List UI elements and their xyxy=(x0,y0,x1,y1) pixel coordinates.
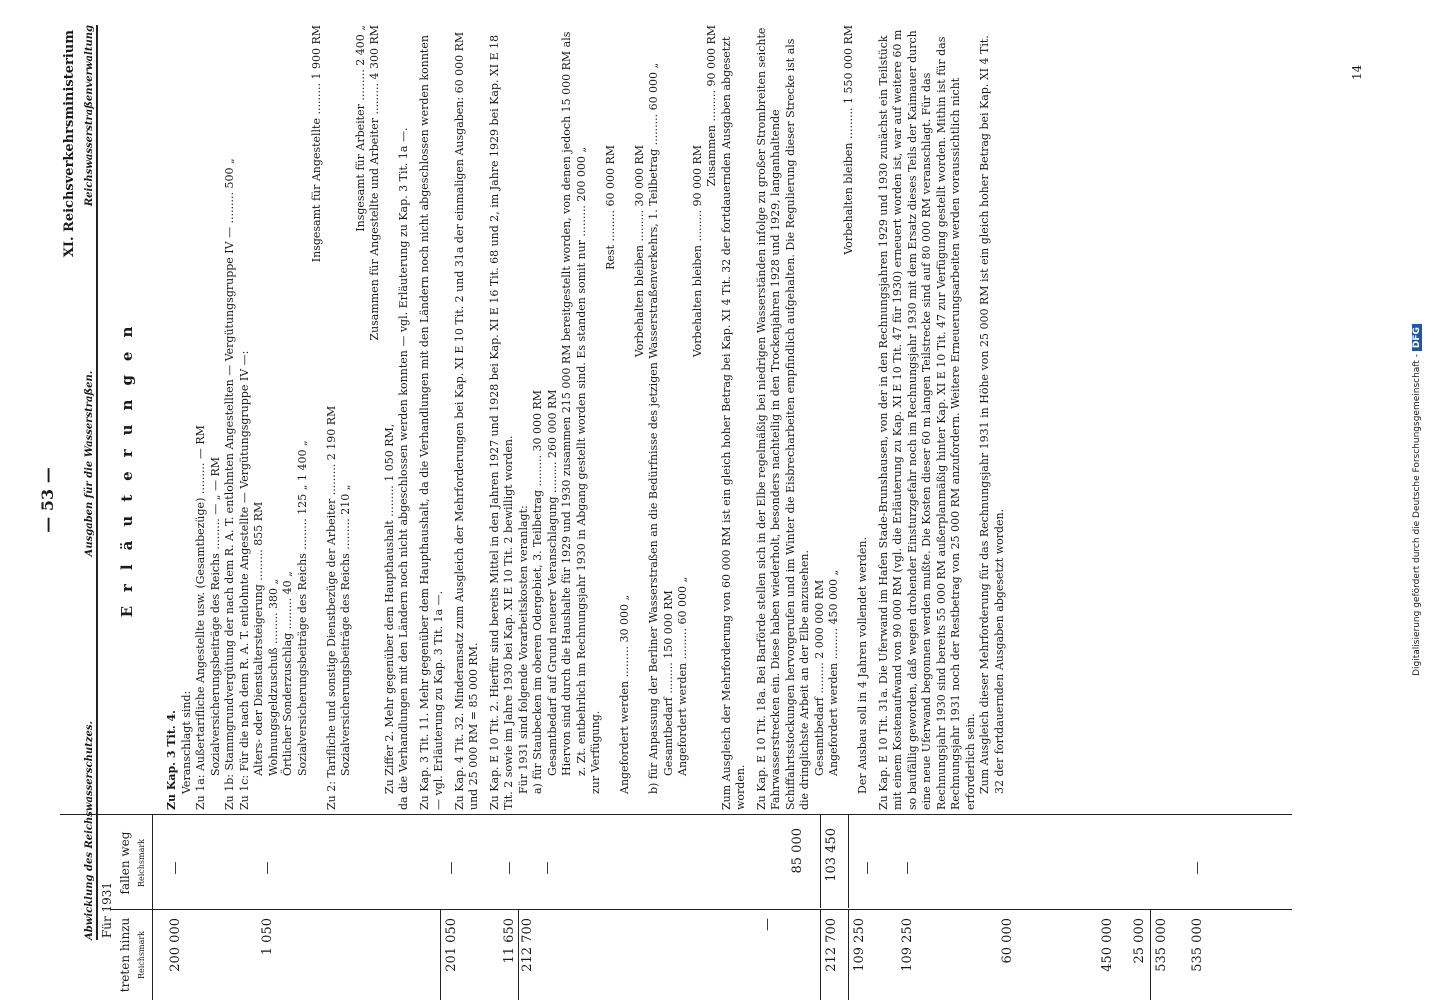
kap3-heading: Zu Kap. 3 Tit. 4. xyxy=(165,710,178,810)
chapter-title: XI. Reichsverkehrsministerium xyxy=(62,30,77,258)
dfg-logo: DFG xyxy=(1412,324,1422,351)
e10-18a-line: Vorbehalten bleiben ......... 1 550 000 RM xyxy=(841,25,855,255)
hinzu-value: 201 050 xyxy=(444,918,459,972)
col-hinzu-label: treten hinzu xyxy=(118,917,132,993)
e10-31a-line: Zum Ausgleich dieser Mehrforderung für das Rechnungsjahr 1931 in Höhe von 25 000 RM ist ein gleich hoher Betrag bei Kap. XI 4 Tit. 32 der fortdauernden Ausgaben abgesetzt worden. xyxy=(978,35,1006,794)
kap3-line: Zu 1c: Für die nach dem R. A. T. entlohnte Angestellte — Vergütungsgruppe IV —: xyxy=(237,350,251,810)
kap3-line: Wohnungsgeldzuschuß ......... 380 „ xyxy=(266,578,280,776)
e10-2-line: Angefordert werden ......... 60 000 „ xyxy=(676,576,689,776)
page-marker: — 53 — xyxy=(38,467,57,533)
e10-2-line: Zum Ausgleich der Mehrforderung von 60 000 RM ist ein gleich hoher Betrag bei Kap. XI 4 Tit. 32 der fortdauernden Ausgaben abgesetzt worden. xyxy=(719,36,747,810)
kap3-line: Sozialversicherungsbeiträge des Reichs ......... — „ — RM xyxy=(208,456,222,776)
hinzu-value: 450 000 xyxy=(1100,918,1115,972)
col-divider-1 xyxy=(110,909,1292,910)
hinzu-value: 109 250 xyxy=(900,918,915,972)
kap3-line: Zu Ziffer 2. Mehr gegenüber dem Haupthaushalt ......... 1 050 RM, xyxy=(382,423,396,794)
e10-2-line: a) für Staubecken im oberen Odergebiet, 3. Teilbetrag ......... 30 000 RM xyxy=(531,390,544,794)
hinzu-rule xyxy=(848,910,849,1000)
kap3-line: da die Verhandlungen mit den Ländern noch nicht abgeschlossen werden konnten — vgl. Erläuterung zu Kap. 3 Tit. 1a —. xyxy=(397,127,410,810)
kap3-sum: Insgesamt für Angestellte ......... 1 900 RM xyxy=(310,25,323,263)
header-notes xyxy=(82,0,97,1000)
weg-value: — xyxy=(540,861,555,875)
hinzu-value: 200 000 xyxy=(168,918,183,972)
kap3-sum: Insgesamt für Arbeiter ......... 2 400 „ xyxy=(353,25,367,232)
header-left-note: Abwicklung des Reichswasserschutzes. xyxy=(84,721,95,940)
kap3-line: Sozialversicherungsbeiträge des Reichs ......... 125 „ 1 400 „ xyxy=(295,440,309,776)
weg-value: 103 450 xyxy=(824,828,839,882)
hinzu-value: 212 700 xyxy=(824,918,839,972)
hinzu-value: 60 000 xyxy=(1000,918,1015,964)
hinzu-value: 109 250 xyxy=(852,918,867,972)
e10-2-sum: Zusammen ......... 90 000 RM xyxy=(705,25,718,187)
col-hinzu-heading xyxy=(118,910,149,1000)
hinzu-value: 212 700 xyxy=(520,918,535,972)
year-heading: Für 1931 xyxy=(100,881,114,939)
e10-2-line: b) für Anpassung der Berliner Wasserstraßen an die Bedürfnisse des jetzigen Wasserstraßenverkehrs, 1. Teilbetrag ......... 60 000 „ xyxy=(647,62,660,794)
e10-2-line: Angefordert werden ......... 30 000 „ xyxy=(618,594,631,794)
e10-2-line: Für 1931 sind folgende Vorarbeitskosten veranlagt: xyxy=(516,505,530,794)
e10-18a-paragraph: Zu Kap. E 10 Tit. 18a. Bei Barförde stellen sich in der Elbe regelmäßig bei niedrigen Wasserständen infolge zu großer Strombreiten seichte Fahrwasserstrecken ein. Diese haben wiederholt, besonders nachteilig in den Trockenjahren 1928 und 1929, langanhaltende Schiffahrtsstockungen hervorgerufen und im Winter die Eisbrecharbeiten empfindlich aufgehalten. Die Regulierung dieser Strecke ist als die dringlichste Arbeit an der Elbe anzusehen. xyxy=(754,27,811,810)
kap3-11-paragraph: Zu Kap. 3 Tit. 11. Mehr gegenüber dem Haupthaushalt, da die Verhandlungen mit den Ländern noch nicht abgeschlossen werden konnten — vgl. Erläuterung zu Kap. 3 Tit. 1a —. xyxy=(417,35,445,810)
footer-text: Digitalisierung gefördert durch die Deutsche Forschungsgemeinschaft - xyxy=(1412,354,1422,676)
kap3-line: Veranschlagt sind: xyxy=(179,690,193,794)
kap3-line: Alters- oder Dienstaltersteigerung ......... 855 RM xyxy=(252,501,265,776)
e10-2-line: Gesamtbedarf ......... 150 000 RM xyxy=(661,590,675,776)
col-weg-label: fallen weg xyxy=(118,831,132,895)
weg-rule xyxy=(848,815,849,908)
header-rule xyxy=(96,25,98,940)
explanations-body xyxy=(165,25,1013,810)
kap3-line: Zu 2: Tarifliche und sonstige Dienstbezüge der Arbeiter ......... 2 190 RM xyxy=(324,405,338,810)
e10-31a-paragraph: Zu Kap. E 10 Tit. 31a. Die Uferwand im Hafen Stade-Brunshausen, von der in den Rechnungsjahren 1929 und 1930 zunächst ein Teilstück mit einem Kostenaufwand von 90 000 RM (vgl. die Erläuterung zu Kap. XI E 10 Tit. 47 für 1930) erneuert worden ist, war auf weitere 60 m so baufällig geworden, daß wegen drohender Einsturzgefahr noch im Rechnungsjahr 1930 mit dem Ersatz dieses Teils der Kaimauer durch eine neue Uferwand begonnen werden mußte. Die Kosten dieser 60 m langen Teilstrecke sind auf 80 000 RM veranschlagt. Für das Rechnungsjahr 1930 sind bereits 55 000 RM außerplanmäßig hinter Kap. XI E 10 Tit. 47 zur Verfügung gestellt worden. Mithin ist für das Rechnungsjahr 1931 noch der Restbetrag von 25 000 RM anzufordern. Weitere Erneuerungsarbeiten werden voraussichtlich nicht erforderlich sein. xyxy=(876,29,977,810)
e10-2-line: Rest ......... 60 000 RM xyxy=(603,145,617,270)
hinzu-rule xyxy=(440,910,441,1000)
e10-2-line: Vorbehalten bleiben ......... 30 000 RM xyxy=(632,145,646,358)
e10-18a-line: Angefordert werden ......... 450 000 „ xyxy=(827,569,840,776)
col-hinzu-unit: Reichsmark xyxy=(137,930,146,980)
col-weg-heading xyxy=(118,818,149,908)
weg-value: — xyxy=(444,861,459,875)
e10-2-paragraph: Zu Kap. E 10 Tit. 2. Hierfür sind bereits Mittel in den Jahren 1927 und 1928 bei Kap. XI E 16 Tit. 68 und 2, im Jahre 1929 bei Kap. XI E 18 Tit. 2 sowie im Jahre 1930 bei Kap. XI E 10 Tit. 2 bewilligt worden. xyxy=(487,34,515,810)
weg-value: — xyxy=(502,861,517,875)
kap3-line: Sozialversicherungsbeiträge des Reichs ......... 210 „ xyxy=(339,484,352,776)
hinzu-value: 11 650 xyxy=(502,918,517,964)
e10-2-line: Hiervon sind durch die Haushalte für 1929 und 1930 zusammen 215 000 RM bereitgestellt worden, von denen jedoch 15 000 RM als z. Zt. entbehrlich im Rechnungsjahr 1930 in Abgang gestellt worden sind. Es standen somit nur ......... 200 000 „ xyxy=(560,31,588,776)
page-number: 14 xyxy=(1350,64,1364,80)
hinzu-value: 535 000 xyxy=(1190,918,1205,972)
weg-value: — xyxy=(260,861,275,875)
weg-value: — xyxy=(1190,861,1205,875)
hinzu-rule xyxy=(518,910,519,1000)
kap4-32-paragraph: Zu Kap. 4 Tit. 32. Minderansatz zum Ausgleich der Mehrforderungen bei Kap. XI E 10 Tit. 2 und 31a der einmaligen Ausgaben: 60 000 RM und 25 000 RM = 85 000 RM. xyxy=(452,31,480,810)
col-weg-unit: Reichsmark xyxy=(137,838,146,888)
kap3-line: Zu 1a: Außertarifliche Angestellte usw. (Gesamtbezüge) ......... — RM xyxy=(194,425,207,810)
weg-value: — xyxy=(168,861,183,875)
weg-value: — xyxy=(900,861,915,875)
e10-2-line: zur Verfügung. xyxy=(589,710,602,794)
header-right-note: Reichswasserstraßenverwaltung xyxy=(84,25,95,207)
kap3-sum: Zusammen für Angestellte und Arbeiter ......... 4 300 RM xyxy=(368,25,381,341)
hinzu-value: 1 050 xyxy=(260,918,275,956)
digitization-footer xyxy=(1410,0,1425,1000)
e10-18a-line: Der Ausbau soll in 4 Jahren vollendet werden. xyxy=(856,537,869,794)
hinzu-value: — xyxy=(760,918,775,931)
kap3-line: Örtlicher Sonderzuschlag ......... 40 „ xyxy=(281,571,294,776)
e10-2-line: Gesamtbedarf auf Grund neuerer Veranschlagung ......... 260 000 RM xyxy=(545,389,559,776)
weg-rule xyxy=(820,815,821,908)
kap3-line: Zu 1b: Stammgrundvergütung der nach dem R. A. T. entlohnten Angestellten — Vergütungsgruppe IV — ......... 500 „ xyxy=(223,158,236,810)
hinzu-value: 535 000 xyxy=(1154,918,1169,972)
hinzu-rule xyxy=(820,910,821,1000)
weg-value: 85 000 xyxy=(790,828,805,874)
weg-value: — xyxy=(860,861,875,875)
hinzu-value: 25 000 xyxy=(1132,918,1147,964)
e10-18a-line: Gesamtbedarf ......... 2 000 000 RM xyxy=(812,579,826,776)
header-middle-note: Ausgaben für die Wasserstraßen. xyxy=(84,370,95,557)
e10-2-line: Vorbehalten bleiben ......... 90 000 RM xyxy=(690,145,704,358)
col-divider-2 xyxy=(60,814,1292,815)
hinzu-rule xyxy=(1150,910,1151,1000)
section-title: Erläuterungen xyxy=(118,312,136,618)
table-header-rule xyxy=(152,815,153,1000)
